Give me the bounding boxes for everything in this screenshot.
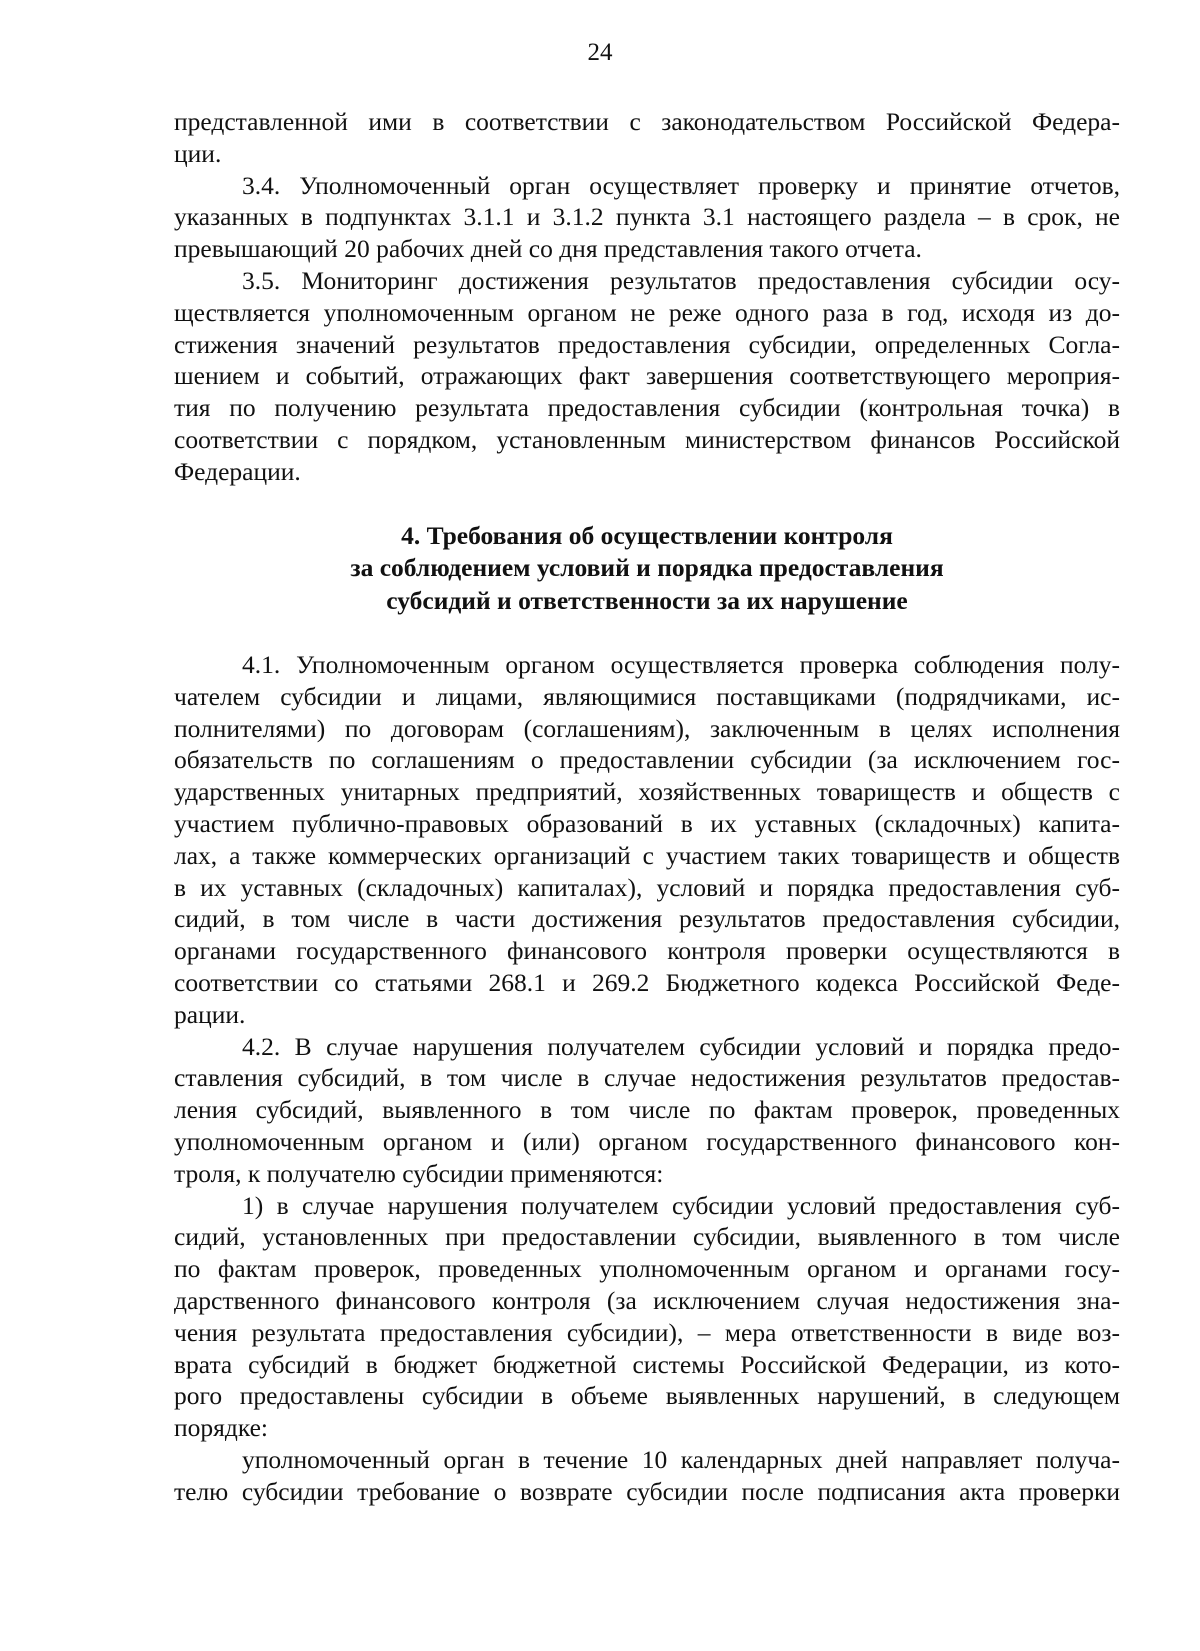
text-line: органами государственного финансового контроля проверки осуществляются в <box>174 936 1120 966</box>
paragraph-continuation <box>174 106 1120 170</box>
text-line: 3.4. Уполномоченный орган осуществляет проверку и принятие отчетов, <box>242 170 1120 200</box>
document-body <box>174 106 1120 1508</box>
paragraph-3-4 <box>174 170 1120 265</box>
paragraph-final <box>174 1444 1120 1508</box>
paragraph-4-2 <box>174 1031 1120 1190</box>
text-line: лах, а также коммерческих организаций с участием таких товариществ и обществ <box>174 840 1120 870</box>
text-line: порядке: <box>174 1413 269 1443</box>
section-heading <box>174 520 1120 618</box>
page-number: 24 <box>587 39 613 66</box>
text-line: 4.2. В случае нарушения получателем субсидии условий и порядка предо- <box>242 1031 1120 1061</box>
text-line: ции. <box>174 138 222 168</box>
text-line: чателем субсидии и лицами, являющимися поставщиками (подрядчиками, ис- <box>174 681 1120 711</box>
text-line: ударственных унитарных предприятий, хозяйственных товариществ и обществ с <box>174 777 1120 807</box>
text-line: чения результата предоставления субсидии), – мера ответственности в виде воз- <box>174 1317 1120 1347</box>
text-line: ществляется уполномоченным органом не реже одного раза в год, исходя из до- <box>174 297 1120 327</box>
text-line: шением и событий, отражающих факт завершения соответствующего мероприя- <box>174 361 1120 391</box>
text-line: превышающий 20 рабочих дней со дня представления такого отчета. <box>174 234 922 264</box>
text-line: Федерации. <box>174 456 301 486</box>
text-line: стижения значений результатов предоставления субсидии, определенных Согла- <box>174 329 1120 359</box>
text-line: указанных в подпунктах 3.1.1 и 3.1.2 пункта 3.1 настоящего раздела – в срок, не <box>174 202 1120 232</box>
text-line: уполномоченным органом и (или) органом государственного финансового кон- <box>174 1127 1120 1157</box>
heading-line: субсидий и ответственности за их нарушение <box>386 585 908 615</box>
text-line: в их уставных (складочных) капиталах), условий и порядка предоставления суб- <box>174 872 1120 902</box>
text-line: 3.5. Мониторинг достижения результатов предоставления субсидии осу- <box>242 265 1120 295</box>
text-line: телю субсидии требование о возврате субсидии после подписания акта проверки <box>174 1476 1120 1506</box>
text-line: участием публично-правовых образований в их уставных (складочных) капита- <box>174 809 1120 839</box>
text-line: 4.1. Уполномоченным органом осуществляется проверка соблюдения полу- <box>242 650 1120 680</box>
heading-line: за соблюдением условий и порядка предоставления <box>350 553 944 583</box>
text-line: врата субсидий в бюджет бюджетной системы Российской Федерации, из кото- <box>174 1349 1120 1379</box>
text-line: уполномоченный орган в течение 10 календарных дней направляет получа- <box>242 1444 1120 1474</box>
text-line: полнителями) по договорам (соглашениям), заключенным в целях исполнения <box>174 713 1120 743</box>
text-line: соответствии со статьями 268.1 и 269.2 Бюджетного кодекса Российской Феде- <box>174 968 1120 998</box>
text-line: соответствии с порядком, установленным министерством финансов Российской <box>174 424 1120 454</box>
text-line: по фактам проверок, проведенных уполномоченным органом и органами госу- <box>174 1254 1120 1284</box>
text-line: ления субсидий, выявленного в том числе по фактам проверок, проведенных <box>174 1095 1120 1125</box>
text-line: сидий, установленных при предоставлении субсидии, выявленного в том числе <box>174 1222 1120 1252</box>
text-line: троля, к получателю субсидии применяются: <box>174 1158 664 1188</box>
heading-line: 4. Требования об осуществлении контроля <box>401 520 893 550</box>
text-line: обязательств по соглашениям о предоставлении субсидии (за исключением гос- <box>174 745 1120 775</box>
text-line: рации. <box>174 999 246 1029</box>
paragraph-3-5 <box>174 265 1120 488</box>
text-line: дарственного финансового контроля (за исключением случая недостижения зна- <box>174 1286 1120 1315</box>
text-line: рого предоставлены субсидии в объеме выявленных нарушений, в следующем <box>174 1381 1120 1411</box>
text-line: тия по получению результата предоставления субсидии (контрольная точка) в <box>174 393 1120 423</box>
text-line: представленной ими в соответствии с законодательством Российской Федера- <box>174 107 1120 136</box>
text-line: 1) в случае нарушения получателем субсидии условий предоставления суб- <box>242 1190 1120 1220</box>
paragraph-4-1 <box>174 649 1120 1031</box>
list-item-1 <box>174 1190 1120 1444</box>
text-line: ставления субсидий, в том числе в случае недостижения результатов предостав- <box>174 1063 1120 1093</box>
text-line: сидий, в том числе в части достижения результатов предоставления субсидии, <box>174 904 1120 934</box>
